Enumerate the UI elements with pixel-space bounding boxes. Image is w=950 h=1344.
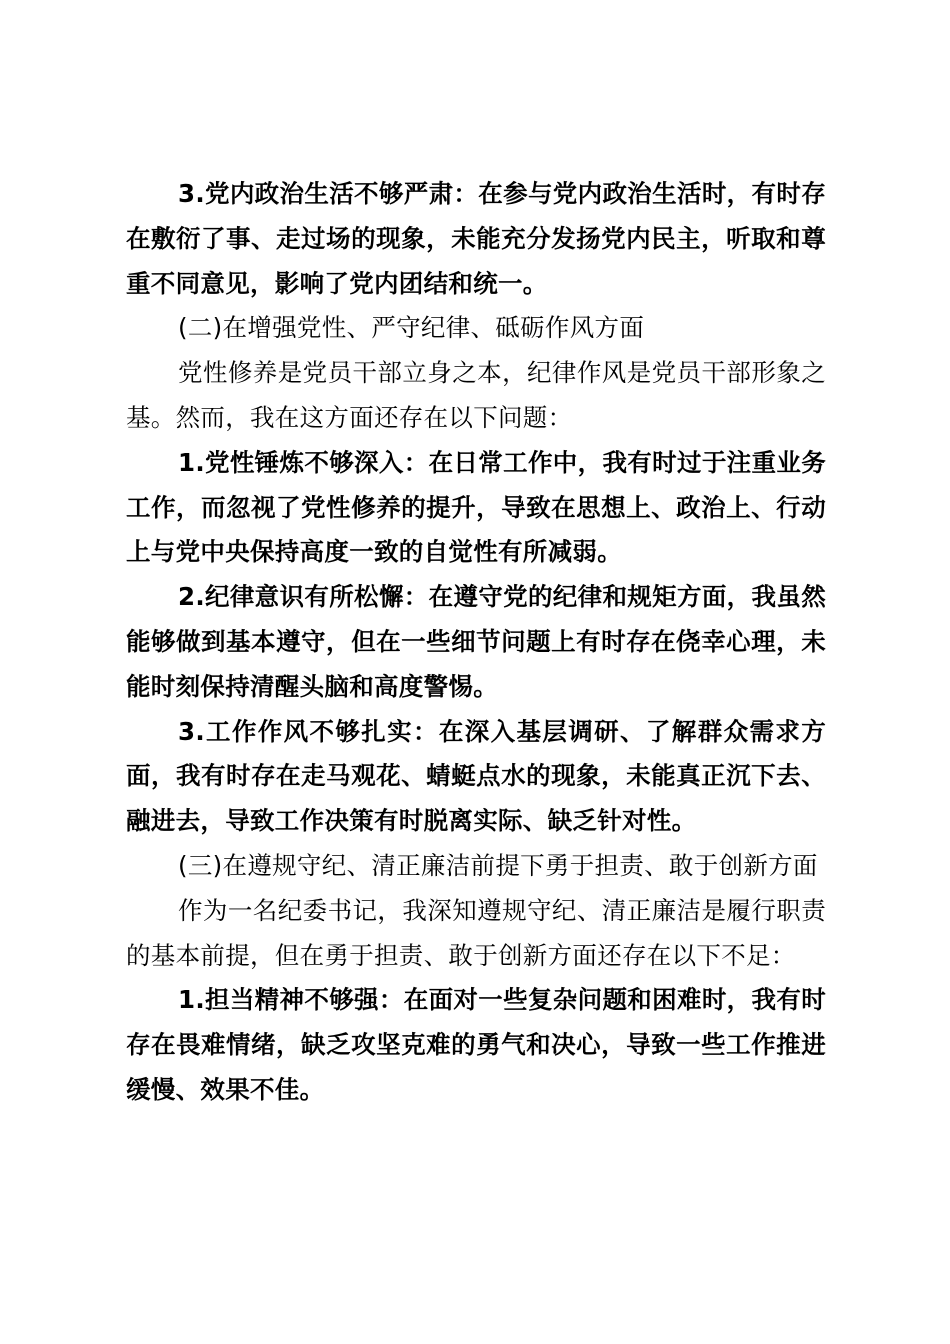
section-heading-party-spirit: (二)在增强党性、严守纪律、砥砺作风方面	[178, 313, 645, 343]
paragraph-party-political-life: 3.党内政治生活不够严肃：在参与党内政治生活时，有时存在敷衍了事、走过场的现象，未能充分发扬党内民主，听取和尊重不同意见，影响了党内团结和统一。	[126, 179, 826, 298]
paragraph-responsibility-intro: 作为一名纪委书记，我深知遵规守纪、清正廉洁是履行职责的基本前提，但在勇于担责、敢于创新方面还存在以下不足：	[126, 895, 826, 970]
document-body	[126, 172, 826, 1113]
paragraph-responsibility-spirit: 1.担当精神不够强：在面对一些复杂问题和困难时，我有时存在畏难情绪，缺乏攻坚克难的勇气和决心，导致一些工作推进缓慢、效果不佳。	[126, 985, 826, 1104]
paragraph-discipline-awareness: 2.纪律意识有所松懈：在遵守党的纪律和规矩方面，我虽然能够做到基本遵守，但在一些细节问题上有时存在侥幸心理，未能时刻保持清醒头脑和高度警惕。	[126, 582, 826, 701]
paragraph-party-spirit-tempering: 1.党性锤炼不够深入：在日常工作中，我有时过于注重业务工作，而忽视了党性修养的提升，导致在思想上、政治上、行动上与党中央保持高度一致的自觉性有所减弱。	[126, 447, 826, 567]
paragraph-party-spirit-intro: 党性修养是党员干部立身之本，纪律作风是党员干部形象之基。然而，我在这方面还存在以下问题：	[126, 358, 826, 432]
section-heading-responsibility-innovation: (三)在遵规守纪、清正廉洁前提下勇于担责、敢于创新方面	[178, 850, 818, 880]
paragraph-work-style: 3.工作作风不够扎实：在深入基层调研、了解群众需求方面，我有时存在走马观花、蜻蜓点水的现象，未能真正沉下去、融进去，导致工作决策有时脱离实际、缺乏针对性。	[126, 716, 826, 836]
